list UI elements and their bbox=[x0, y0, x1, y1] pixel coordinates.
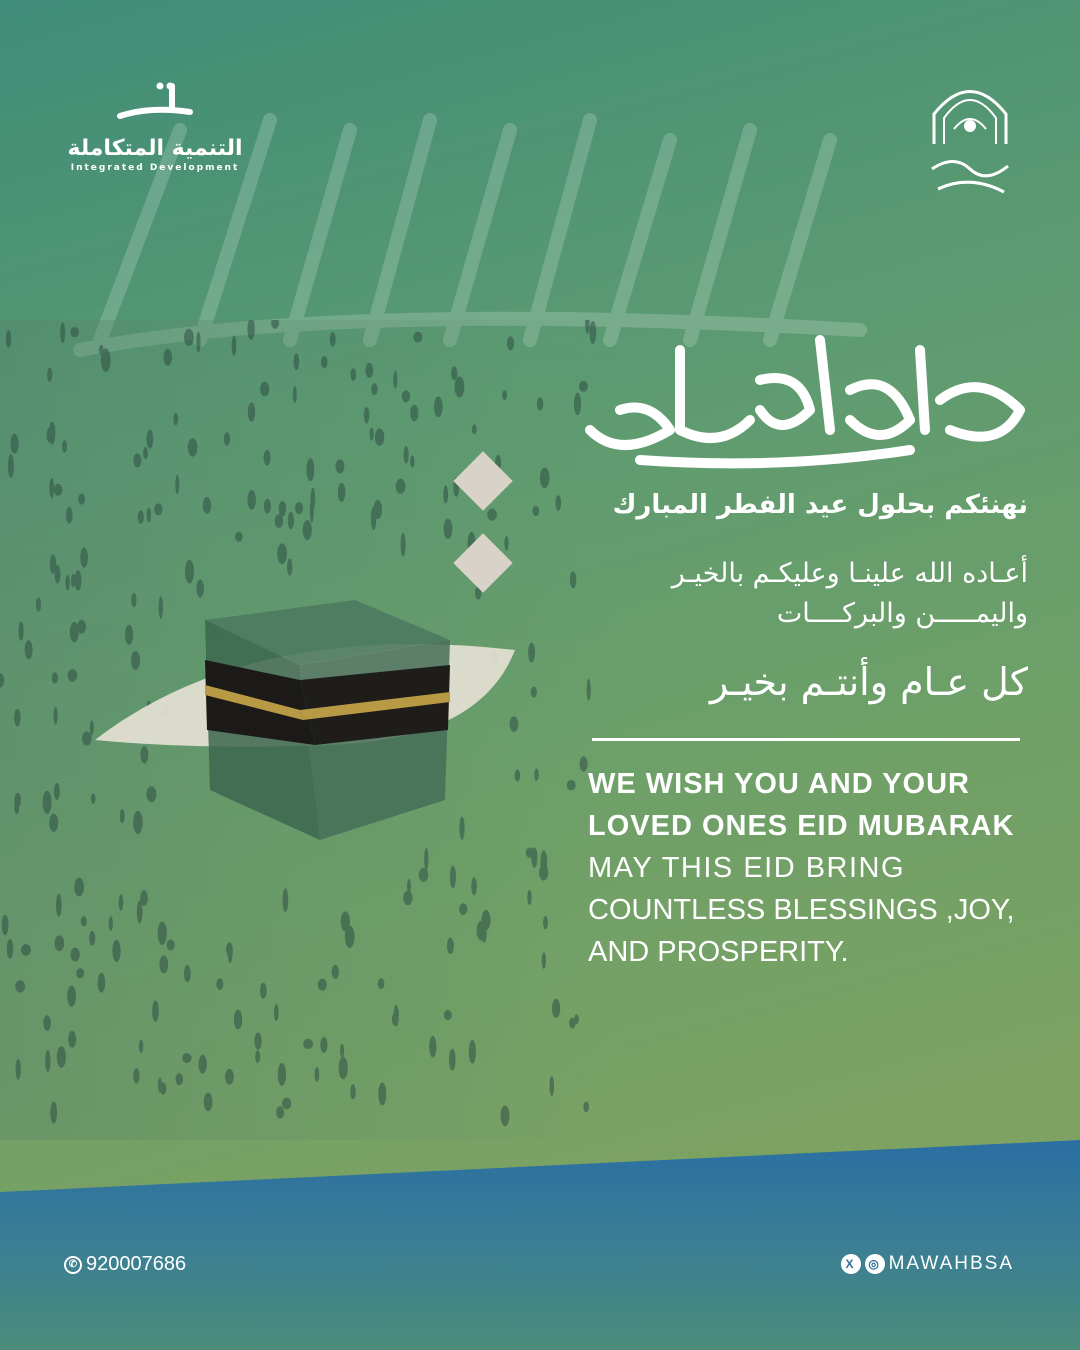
crowd-figure bbox=[413, 332, 422, 343]
crowd-figure bbox=[234, 1010, 242, 1030]
crowd-figure bbox=[131, 593, 136, 608]
crowd-figure bbox=[507, 336, 514, 350]
crowd-figure bbox=[184, 965, 191, 982]
crowd-figure bbox=[109, 916, 113, 931]
crowd-figure bbox=[199, 1055, 207, 1074]
crowd-figure bbox=[197, 580, 204, 598]
crowd-figure bbox=[204, 1093, 213, 1112]
crowd-figure bbox=[303, 520, 312, 540]
english-line-3: MAY THIS EID BRING bbox=[588, 852, 906, 884]
crowd-figure bbox=[528, 643, 535, 663]
crowd-figure bbox=[311, 488, 316, 510]
crowd-figure bbox=[140, 890, 148, 906]
crowd-figure bbox=[527, 890, 531, 905]
crowd-figure bbox=[15, 980, 25, 992]
crowd-figure bbox=[133, 811, 142, 834]
kaaba-scene bbox=[0, 320, 620, 1140]
english-line-1: WE WISH YOU AND YOUR bbox=[588, 768, 970, 800]
crowd-figure bbox=[7, 939, 14, 959]
crowd-figure bbox=[57, 1046, 66, 1068]
crowd-figure bbox=[224, 432, 230, 446]
crowd-figure bbox=[260, 382, 269, 397]
crowd-figure bbox=[278, 1063, 286, 1086]
crowd-figure bbox=[444, 1010, 452, 1020]
crowd-figure bbox=[77, 620, 86, 634]
crowd-figure bbox=[282, 1098, 291, 1110]
crowd-figure bbox=[45, 1050, 50, 1072]
crowd-figure bbox=[55, 565, 61, 584]
crowd-figure bbox=[396, 479, 406, 494]
crowd-figure bbox=[526, 848, 534, 858]
crowd-figure bbox=[338, 483, 346, 502]
crowd-figure bbox=[160, 1082, 167, 1094]
crowd-figure bbox=[264, 499, 271, 514]
crowd-figure bbox=[6, 330, 11, 348]
crowd-figure bbox=[447, 938, 454, 954]
crowd-figure bbox=[131, 651, 140, 670]
crowd-figure bbox=[552, 999, 560, 1018]
crowd-figure bbox=[351, 368, 357, 381]
crowd-figure bbox=[318, 979, 327, 991]
crowd-figure bbox=[167, 940, 175, 951]
crowd-figure bbox=[147, 430, 154, 449]
crowd-figure bbox=[68, 669, 78, 682]
crowd-figure bbox=[260, 983, 267, 999]
crowd-figure bbox=[254, 1032, 261, 1049]
crowd-figure bbox=[276, 1106, 284, 1118]
crowd-figure bbox=[332, 965, 339, 979]
crowd-figure bbox=[82, 732, 92, 746]
crowd-figure bbox=[14, 801, 19, 815]
crowd-figure bbox=[81, 916, 87, 926]
crowd-figure bbox=[449, 1049, 456, 1071]
crowd-figure bbox=[471, 877, 477, 895]
crowd-figure bbox=[515, 770, 521, 782]
crowd-figure bbox=[539, 865, 548, 881]
crowd-figure bbox=[321, 356, 328, 368]
crowd-figure bbox=[139, 1040, 143, 1053]
crowd-figure bbox=[185, 560, 194, 584]
brand-name-en: Integrated Development bbox=[70, 163, 240, 173]
crowd-figure bbox=[502, 390, 507, 400]
crowd-figure bbox=[472, 424, 477, 434]
crowd-figure bbox=[340, 1044, 344, 1058]
crowd-figure bbox=[182, 1053, 192, 1063]
crowd-figure bbox=[11, 434, 19, 454]
crowd-figure bbox=[364, 407, 370, 424]
crowd-figure bbox=[455, 376, 465, 397]
crowd-figure bbox=[62, 440, 67, 453]
crowd-figure bbox=[481, 925, 486, 942]
crowd-figure bbox=[287, 558, 292, 575]
social-handle[interactable] bbox=[841, 1253, 1014, 1275]
eid-mubarak-calligraphy bbox=[580, 310, 1030, 470]
crowd-figure bbox=[543, 916, 548, 929]
crowd-figure bbox=[203, 497, 211, 514]
crowd-figure bbox=[307, 458, 315, 481]
crowd-figure bbox=[335, 460, 344, 474]
crowd-figure bbox=[54, 484, 63, 496]
crowd-figure bbox=[196, 332, 200, 352]
crowd-figure bbox=[50, 1101, 57, 1123]
crowd-figure bbox=[78, 494, 85, 505]
crowd-figure bbox=[295, 502, 303, 514]
handle-text: MAWAHBSA bbox=[888, 1253, 1014, 1274]
crowd-figure bbox=[19, 622, 24, 641]
crowd-figure bbox=[537, 397, 543, 410]
crowd-figure bbox=[90, 721, 94, 736]
crowd-figure bbox=[91, 793, 96, 804]
crowd-figure bbox=[60, 322, 65, 343]
crowd-figure bbox=[49, 478, 54, 498]
crowd-figure bbox=[16, 1059, 21, 1080]
crowd-figure bbox=[138, 510, 144, 524]
crowd-figure bbox=[226, 943, 233, 956]
instagram-icon: ◎ bbox=[865, 1254, 885, 1274]
crowd-figure bbox=[504, 536, 508, 551]
crowd-figure bbox=[451, 366, 457, 380]
crowd-figure bbox=[378, 1082, 386, 1105]
crowd-figure bbox=[54, 707, 58, 725]
crowd-figure bbox=[125, 625, 133, 645]
crowd-figure bbox=[469, 1040, 476, 1064]
crowd-figure bbox=[401, 533, 406, 557]
crowd-figure bbox=[531, 687, 537, 698]
crowd-figure bbox=[89, 931, 95, 946]
crowd-figure bbox=[47, 368, 52, 382]
crowd-figure bbox=[49, 814, 58, 832]
crowd-figure bbox=[315, 1067, 320, 1082]
crowd-figure bbox=[74, 878, 84, 897]
crowd-figure bbox=[54, 783, 60, 800]
phone-text: 920007686 bbox=[86, 1253, 187, 1275]
english-line-4: COUNTLESS BLESSINGS ,JOY, bbox=[588, 894, 1015, 926]
crowd-figure bbox=[173, 413, 178, 426]
english-line-2: LOVED ONES EID MUBARAK bbox=[588, 810, 1015, 842]
brand-mark-icon bbox=[110, 78, 200, 128]
crowd-figure bbox=[378, 978, 385, 989]
crowd-figure bbox=[303, 1039, 313, 1049]
crowd-figure bbox=[55, 935, 65, 951]
crowd-figure bbox=[47, 428, 52, 443]
crowd-figure bbox=[158, 922, 167, 946]
greeting-line-3: واليمـــــن والبركــــات bbox=[776, 598, 1028, 629]
crowd-figure bbox=[67, 986, 76, 1007]
crowd-figure bbox=[293, 386, 297, 403]
integrated-development-logo bbox=[60, 78, 250, 173]
mawahb-emblem-logo bbox=[924, 74, 1016, 204]
crowd-figure bbox=[510, 716, 519, 732]
crowd-figure bbox=[540, 468, 550, 489]
crowd-figure bbox=[146, 786, 156, 802]
crowd-figure bbox=[164, 349, 173, 366]
crowd-figure bbox=[587, 679, 591, 701]
crowd-figure bbox=[247, 490, 256, 510]
crowd-figure bbox=[375, 428, 384, 445]
crowd-figure bbox=[43, 1015, 51, 1031]
crowd-figure bbox=[330, 332, 336, 347]
crowd-figure bbox=[119, 894, 124, 910]
crowd-figure bbox=[424, 848, 428, 870]
crowd-figure bbox=[216, 978, 223, 990]
crowd-figure bbox=[133, 1068, 139, 1084]
crowd-figure bbox=[567, 780, 576, 790]
crowd-figure bbox=[75, 570, 82, 591]
crowd-figure bbox=[275, 514, 284, 528]
crowd-figure bbox=[555, 495, 561, 510]
crowd-figure bbox=[68, 1031, 76, 1048]
crowd-figure bbox=[56, 894, 62, 917]
crowd-figure bbox=[370, 428, 374, 441]
english-line-5: AND PROSPERITY. bbox=[588, 936, 849, 968]
crowd-figure bbox=[279, 501, 287, 517]
footer bbox=[0, 1130, 1080, 1350]
crowd-figure bbox=[98, 973, 106, 993]
crowd-figure bbox=[365, 363, 373, 378]
crowd-figure bbox=[542, 952, 546, 969]
crowd-figure bbox=[341, 912, 350, 932]
crowd-figure bbox=[459, 817, 464, 840]
crowd-figure bbox=[140, 746, 148, 764]
crowd-figure bbox=[176, 1073, 184, 1085]
phone-icon: ✆ bbox=[64, 1256, 82, 1274]
crowd-figure bbox=[76, 968, 84, 978]
crowd-figure bbox=[70, 327, 79, 337]
crowd-figure bbox=[404, 446, 409, 463]
crowd-figure bbox=[188, 438, 198, 457]
crowd-figure bbox=[232, 335, 237, 355]
crowd-figure bbox=[80, 548, 88, 568]
crowd-figure bbox=[70, 948, 79, 962]
crowd-figure bbox=[434, 396, 443, 417]
divider bbox=[592, 738, 1020, 741]
crowd-figure bbox=[444, 519, 453, 539]
crowd-figure bbox=[402, 390, 410, 402]
crowd-figure bbox=[580, 756, 588, 771]
crowd-figure bbox=[264, 450, 271, 466]
crowd-figure bbox=[429, 1036, 436, 1058]
crowd-figure bbox=[392, 1013, 397, 1025]
crowd-figure bbox=[43, 791, 52, 814]
crowd-figure bbox=[501, 1106, 510, 1127]
crowd-figure bbox=[288, 512, 294, 529]
crowd-figure bbox=[533, 506, 540, 516]
crowd-figure bbox=[255, 1050, 260, 1063]
crowd-figure bbox=[159, 955, 168, 973]
crowd-figure bbox=[248, 403, 255, 422]
crowd-figure bbox=[159, 596, 163, 618]
crowd-figure bbox=[459, 903, 467, 915]
crowd-figure bbox=[274, 1004, 279, 1021]
crowd-figure bbox=[339, 1057, 348, 1079]
crowd-figure bbox=[66, 507, 73, 524]
crowd-figure bbox=[320, 1037, 327, 1053]
crowd-figure bbox=[21, 944, 31, 956]
crowd-figure bbox=[99, 345, 103, 355]
crowd-figure bbox=[184, 329, 194, 346]
crowd-figure bbox=[450, 866, 456, 888]
crowd-figure bbox=[14, 709, 21, 727]
crowd-figure bbox=[65, 575, 70, 591]
crowd-figure bbox=[143, 447, 148, 459]
crowd-figure bbox=[371, 383, 377, 395]
crowd-figure bbox=[294, 353, 300, 370]
crowd-figure bbox=[443, 485, 448, 503]
crowd-figure bbox=[147, 508, 151, 523]
crowd-figure bbox=[283, 888, 289, 912]
crowd-figure bbox=[570, 571, 577, 588]
crowd-figure bbox=[8, 454, 14, 478]
crowd-figure bbox=[235, 532, 243, 542]
crowd-figure bbox=[225, 1069, 234, 1085]
crowd-figure bbox=[393, 371, 397, 389]
crowd-figure bbox=[152, 1001, 159, 1022]
crowd-figure bbox=[410, 455, 414, 467]
crowd-figure bbox=[534, 769, 539, 781]
crowd-figure bbox=[154, 504, 162, 516]
crowd-figure bbox=[569, 1018, 576, 1029]
x-icon: X bbox=[841, 1254, 861, 1274]
crowd-figure bbox=[583, 1102, 589, 1113]
crowd-figure bbox=[133, 453, 141, 467]
greeting-line-2: أعـاده الله علينـا وعليكـم بالخيـر bbox=[671, 558, 1028, 589]
crowd-figure bbox=[410, 405, 418, 422]
crowd-figure bbox=[487, 509, 497, 521]
crowd-figure bbox=[112, 940, 120, 962]
crowd-figure bbox=[350, 1084, 356, 1099]
crowd-figure bbox=[36, 597, 41, 611]
crowd-figure bbox=[175, 475, 179, 495]
brand-name-ar: التنمية المتكاملة bbox=[67, 136, 243, 161]
crowd-figure bbox=[277, 543, 287, 564]
crowd-figure bbox=[550, 1076, 555, 1096]
greeting-line-4: كل عـام وأنتـم بخيـر bbox=[709, 660, 1028, 704]
crowd-figure bbox=[120, 809, 125, 823]
crowd-figure bbox=[374, 500, 383, 519]
phone-number[interactable] bbox=[64, 1253, 186, 1276]
crowd-figure bbox=[407, 879, 411, 892]
crowd-figure bbox=[2, 915, 9, 935]
crowd-figure bbox=[52, 672, 58, 683]
greeting-line-1: نهنئكم بحلول عيد الفطر المبارك bbox=[612, 490, 1028, 520]
crowd-figure bbox=[25, 640, 33, 659]
crowd-figure bbox=[403, 891, 412, 906]
